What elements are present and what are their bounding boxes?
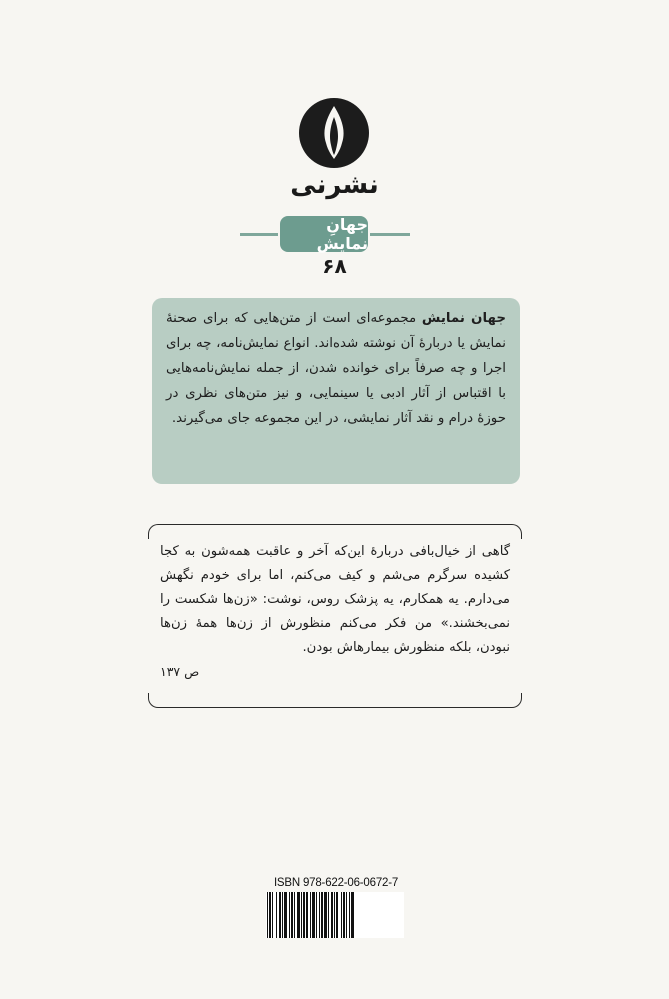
series-badge: جهانِ نمایش <box>280 216 368 252</box>
quote-page-reference: ص ۱۳۷ <box>160 664 200 679</box>
series-description <box>152 298 520 484</box>
flame-drop-icon <box>296 95 372 171</box>
divider-line <box>370 233 410 236</box>
divider-line <box>240 233 278 236</box>
barcode <box>266 892 404 938</box>
isbn-label: ISBN 978-622-06-0672-7 <box>273 877 399 889</box>
description-text: مجموعه‌ای است از متن‌هایی که برای صحنهٔ نمایش یا دربارهٔ آن نوشته شده‌اند. انواع نمایش‌نامه، چه برای اجرا و چه صرفاً برای خوانده شدن، از جمله نمایش‌نامه‌هایی با اقتباس از آثار ادبی یا سینمایی، و نیز متن‌های نظری در حوزهٔ درام و نقد آثار نمایشی، در این مجموعه جای می‌گیرند. <box>166 311 506 426</box>
series-header <box>0 216 669 252</box>
publisher-name: نشرنی <box>290 170 379 200</box>
series-number: ۶۸ <box>322 254 347 278</box>
book-quote: گاهی از خیال‌بافی دربارهٔ این‌که آخر و عاقبت همه‌شون به کجا کشیده سرگرم می‌شم و کیف می‌کنم، اما برای خودم نگهش می‌دارم. یه همکارم، یه پزشک روس، نوشت: «زن‌ها شکست را نمی‌بخشند.» من فکر می‌کنم منظورش از زن‌ها همهٔ زن‌ها نبودن، بلکه منظورش بیمارهاش بودن. <box>160 544 510 655</box>
description-lead: جهان نمایش <box>421 311 506 326</box>
